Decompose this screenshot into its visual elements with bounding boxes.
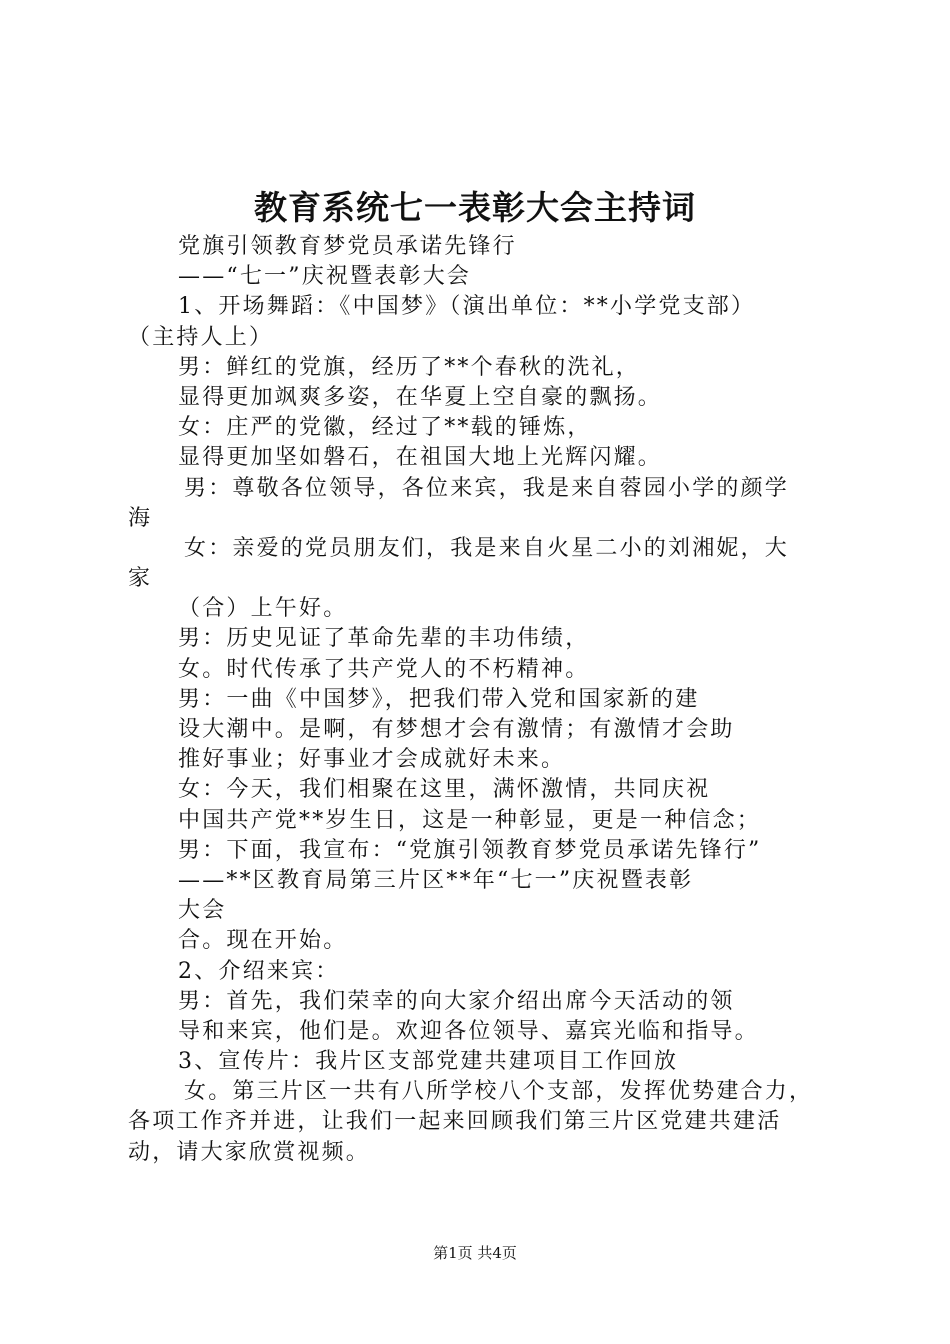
body-line: 女。时代传承了共产党人的不朽精神。 <box>178 656 590 682</box>
page-footer: 第1页 共4页 <box>433 1244 517 1262</box>
body-line: 推好事业；好事业才会成就好未来。 <box>178 747 566 773</box>
body-line: ——“七一”庆祝暨表彰大会 <box>178 264 472 290</box>
body-line: 显得更加坚如磐石，在祖国大地上光辉闪耀。 <box>178 445 663 471</box>
body-line: 各项工作齐并进，让我们一起来回顾我们第三片区党建共建活 <box>128 1109 782 1135</box>
body-line: 导和来宾，他们是。欢迎各位领导、嘉宾光临和指导。 <box>178 1018 759 1044</box>
body-line: 2、介绍来宾： <box>178 958 340 984</box>
body-line: ——**区教育局第三片区**年“七一”庆祝暨表彰 <box>178 867 694 893</box>
body-line: （合）上午好。 <box>178 596 348 622</box>
body-line: 男：下面，我宣布：“党旗引领教育梦党员承诺先锋行” <box>178 837 762 863</box>
body-line: 女：庄严的党徽，经过了**载的锤炼， <box>178 415 592 441</box>
document-body <box>128 232 838 1168</box>
body-line: 1、开场舞蹈：《中国梦》（演出单位：**小学党支部） <box>178 294 756 320</box>
body-line: 显得更加飒爽多姿，在华夏上空自豪的飘扬。 <box>178 384 663 410</box>
body-line: 女。第三片区一共有八所学校八个支部，发挥优势建合力， <box>184 1079 814 1105</box>
body-line: 女：亲爱的党员朋友们，我是来自火星二小的刘湘妮，大 <box>184 535 790 561</box>
body-line: 男：历史见证了革命先辈的丰功伟绩， <box>178 626 590 652</box>
body-line: （主持人上） <box>128 324 274 350</box>
body-line: 男：首先，我们荣幸的向大家介绍出席今天活动的领 <box>178 988 735 1014</box>
body-line: 3、宣传片：我片区支部党建共建项目工作回放 <box>178 1049 679 1075</box>
body-line: 男：尊敬各位领导，各位来宾，我是来自蓉园小学的颜学 <box>184 475 790 501</box>
body-line: 合。现在开始。 <box>178 928 348 954</box>
body-line: 设大潮中。是啊，有梦想才会有激情；有激情才会助 <box>178 717 735 742</box>
body-line: 家 <box>128 566 153 592</box>
document-title: 教育系统七一表彰大会主持词 <box>254 188 696 227</box>
body-line: 中国共产党**岁生日，这是一种彰显，更是一种信念； <box>178 807 762 833</box>
body-line: 女：今天，我们相聚在这里，满怀激情，共同庆祝 <box>178 777 711 803</box>
body-line: 党旗引领教育梦党员承诺先锋行 <box>178 234 517 259</box>
body-line: 男：一曲《中国梦》，把我们带入党和国家新的建 <box>178 686 700 712</box>
body-line: 动，请大家欣赏视频。 <box>128 1139 371 1165</box>
body-line: 大会 <box>178 898 227 924</box>
body-line: 男：鲜红的党旗，经历了**个春秋的洗礼， <box>178 354 641 380</box>
body-line: 海 <box>128 505 153 531</box>
